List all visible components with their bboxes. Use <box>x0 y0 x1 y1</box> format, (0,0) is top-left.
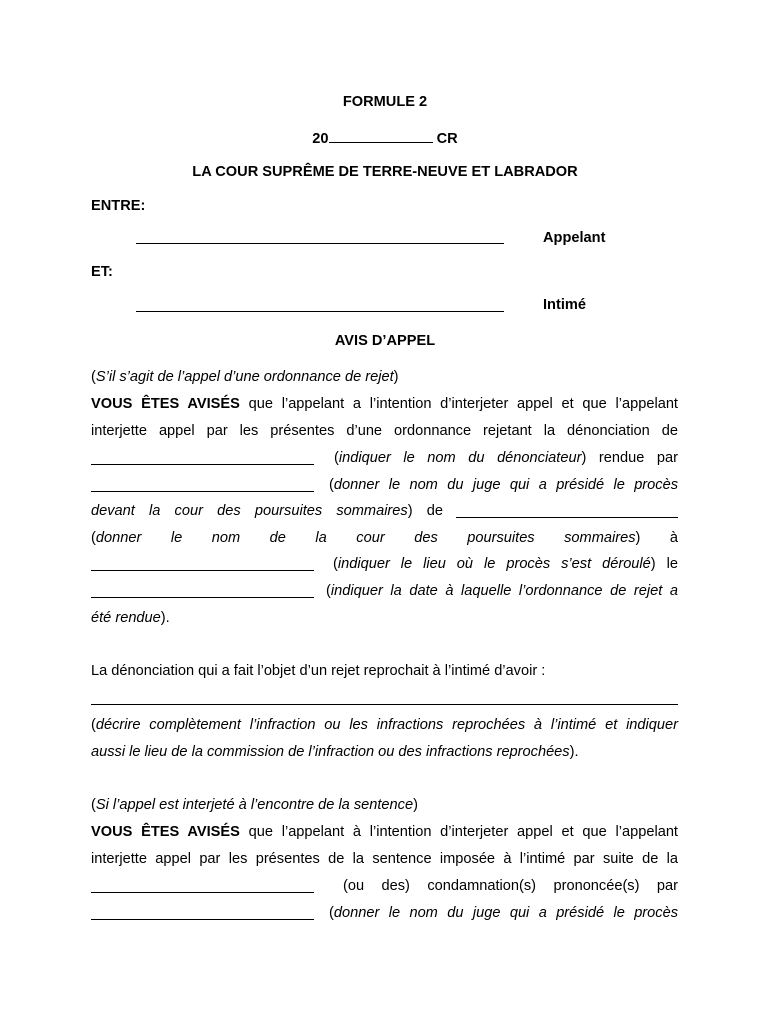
section1-intro: (S’il s’agit de l’appel d’une ordonnance de rejet) <box>91 369 399 385</box>
section2-line-3: (ou des) condamnation(s) prononcée(s) par <box>343 878 678 894</box>
court-name-blank[interactable] <box>456 517 678 518</box>
court-name: LA COUR SUPRÊME DE TERRE-NEUVE ET LABRADOR <box>192 164 578 180</box>
section2-line-4: (donner le nom du juge qui a présidé le procès <box>329 905 678 921</box>
year-suffix: CR <box>436 131 458 147</box>
section1-line-3: (indiquer le nom du dénonciateur) rendue par <box>334 450 678 466</box>
respondent-name-blank[interactable] <box>136 311 504 312</box>
sentencing-judge-blank[interactable] <box>91 919 314 920</box>
between-label: ENTRE: <box>91 198 146 214</box>
dismissal-desc-line-1: (décrire complètement l’infraction ou les infractions reprochées à l’intimé et indiquer <box>91 717 678 733</box>
section1-line-9: été rendue). <box>91 610 170 626</box>
appellant-label: Appelant <box>543 230 606 246</box>
conviction-blank[interactable] <box>91 892 314 893</box>
section1-line-8: (indiquer la date à laquelle l’ordonnance de rejet a <box>326 583 678 599</box>
section1-line-1: VOUS ÊTES AVISÉS que l’appelant a l’intention d’interjeter appel et que l’appelant <box>91 396 678 412</box>
section1-line-2: interjette appel par les présentes d’une ordonnance rejetant la dénonciation de <box>91 423 678 439</box>
dismissal-desc-line-2: aussi le lieu de la commission de l’infraction ou des infractions reprochées). <box>91 744 579 760</box>
trial-place-blank[interactable] <box>91 570 314 571</box>
section1-line-4: (donner le nom du juge qui a présidé le procès <box>329 477 678 493</box>
and-label: ET: <box>91 264 113 280</box>
appellant-name-blank[interactable] <box>136 243 504 244</box>
judge-name-blank[interactable] <box>91 491 314 492</box>
year-blank[interactable] <box>329 130 433 143</box>
respondent-label: Intimé <box>543 297 586 313</box>
section2-line-2: interjette appel par les présentes de la sentence imposée à l’intimé par suite de la <box>91 851 678 867</box>
form-title: FORMULE 2 <box>342 94 428 110</box>
section1-line-7: (indiquer le lieu où le procès s’est déroulé) le <box>333 556 678 572</box>
dismissal-statement: La dénonciation qui a fait l’objet d’un rejet reprochait à l’intimé d’avoir : <box>91 663 546 679</box>
dismissal-date-blank[interactable] <box>91 597 314 598</box>
section2-line-1: VOUS ÊTES AVISÉS que l’appelant à l’intention d’interjeter appel et que l’appelant <box>91 824 678 840</box>
informant-name-blank[interactable] <box>91 464 314 465</box>
year-prefix: 20 <box>312 131 329 147</box>
section2-intro: (Si l’appel est interjeté à l’encontre de la sentence) <box>91 797 418 813</box>
year-line <box>0 130 770 147</box>
section1-line-5: devant la cour des poursuites sommaires) de <box>91 503 443 519</box>
notice-title: AVIS D’APPEL <box>334 333 436 349</box>
offence-description-blank[interactable] <box>91 704 678 705</box>
section1-line-6: (donner le nom de la cour des poursuites sommaires) à <box>91 530 679 546</box>
